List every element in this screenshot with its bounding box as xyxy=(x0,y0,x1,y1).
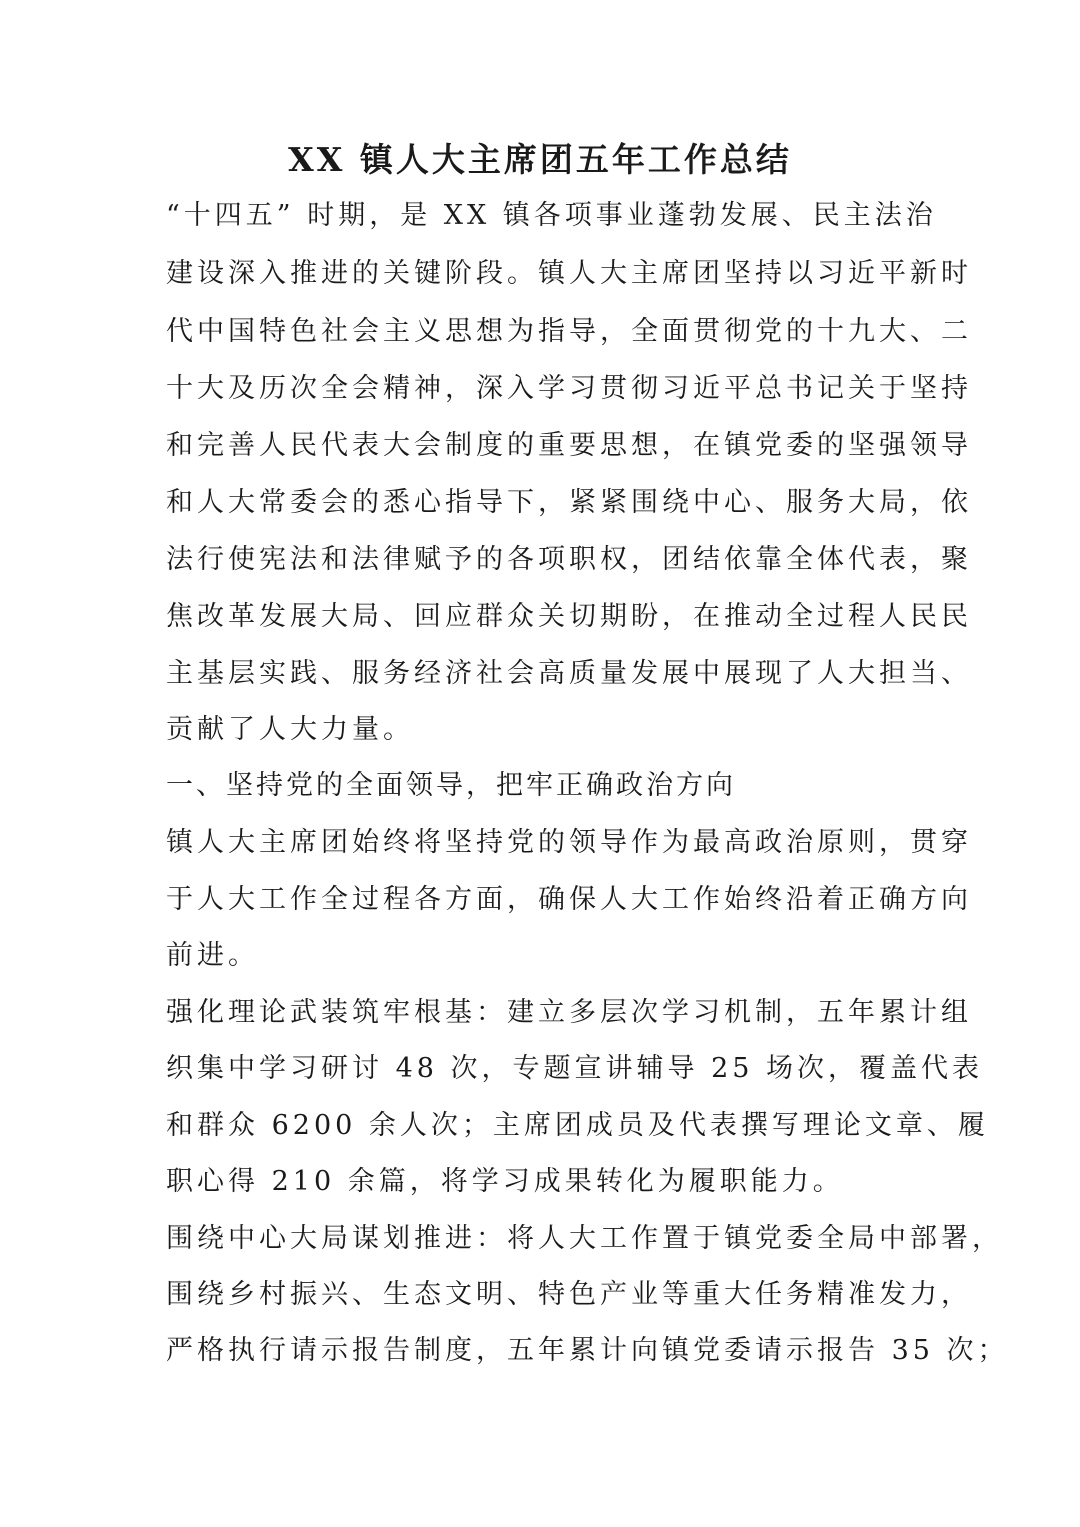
paragraph-line: 围绕中心大局谋划推进：将人大工作置于镇党委全局中部署， xyxy=(166,1223,1003,1254)
paragraph-line: 前进。 xyxy=(166,940,259,971)
paragraph-line: “十四五” 时期，是 XX 镇各项事业蓬勃发展、民主法治 xyxy=(166,200,937,231)
paragraph-line: 织集中学习研讨 48 次，专题宣讲辅导 25 场次，覆盖代表 xyxy=(166,1053,984,1084)
paragraph-line: 于人大工作全过程各方面，确保人大工作始终沿着正确方向 xyxy=(166,884,972,915)
paragraph-line: 严格执行请示报告制度，五年累计向镇党委请示报告 35 次； xyxy=(166,1335,1009,1366)
paragraph-line: 和群众 6200 余人次；主席团成员及代表撰写理论文章、履 xyxy=(166,1110,989,1141)
paragraph-line: 建设深入推进的关键阶段。镇人大主席团坚持以习近平新时 xyxy=(166,258,972,289)
paragraph-line: 法行使宪法和法律赋予的各项职权，团结依靠全体代表，聚 xyxy=(166,544,972,575)
paragraph-line: 十大及历次全会精神，深入学习贯彻习近平总书记关于坚持 xyxy=(166,373,972,404)
paragraph-line: 贡献了人大力量。 xyxy=(166,714,414,745)
paragraph-line: 和人大常委会的悉心指导下，紧紧围绕中心、服务大局，依 xyxy=(166,487,972,518)
document-title: XX 镇人大主席团五年工作总结 xyxy=(288,140,792,179)
paragraph-line: 围绕乡村振兴、生态文明、特色产业等重大任务精准发力， xyxy=(166,1279,972,1310)
paragraph-line: 主基层实践、服务经济社会高质量发展中展现了人大担当、 xyxy=(166,658,972,689)
paragraph-line: 职心得 210 余篇，将学习成果转化为履职能力。 xyxy=(166,1166,844,1197)
paragraph-line: 焦改革发展大局、回应群众关切期盼，在推动全过程人民民 xyxy=(166,601,972,632)
section-heading: 一、坚持党的全面领导，把牢正确政治方向 xyxy=(166,770,736,801)
paragraph-line: 强化理论武装筑牢根基：建立多层次学习机制，五年累计组 xyxy=(166,997,972,1028)
paragraph-line: 和完善人民代表大会制度的重要思想，在镇党委的坚强领导 xyxy=(166,430,972,461)
paragraph-line: 代中国特色社会主义思想为指导，全面贯彻党的十九大、二 xyxy=(166,316,972,347)
paragraph-line: 镇人大主席团始终将坚持党的领导作为最高政治原则，贯穿 xyxy=(166,827,972,858)
